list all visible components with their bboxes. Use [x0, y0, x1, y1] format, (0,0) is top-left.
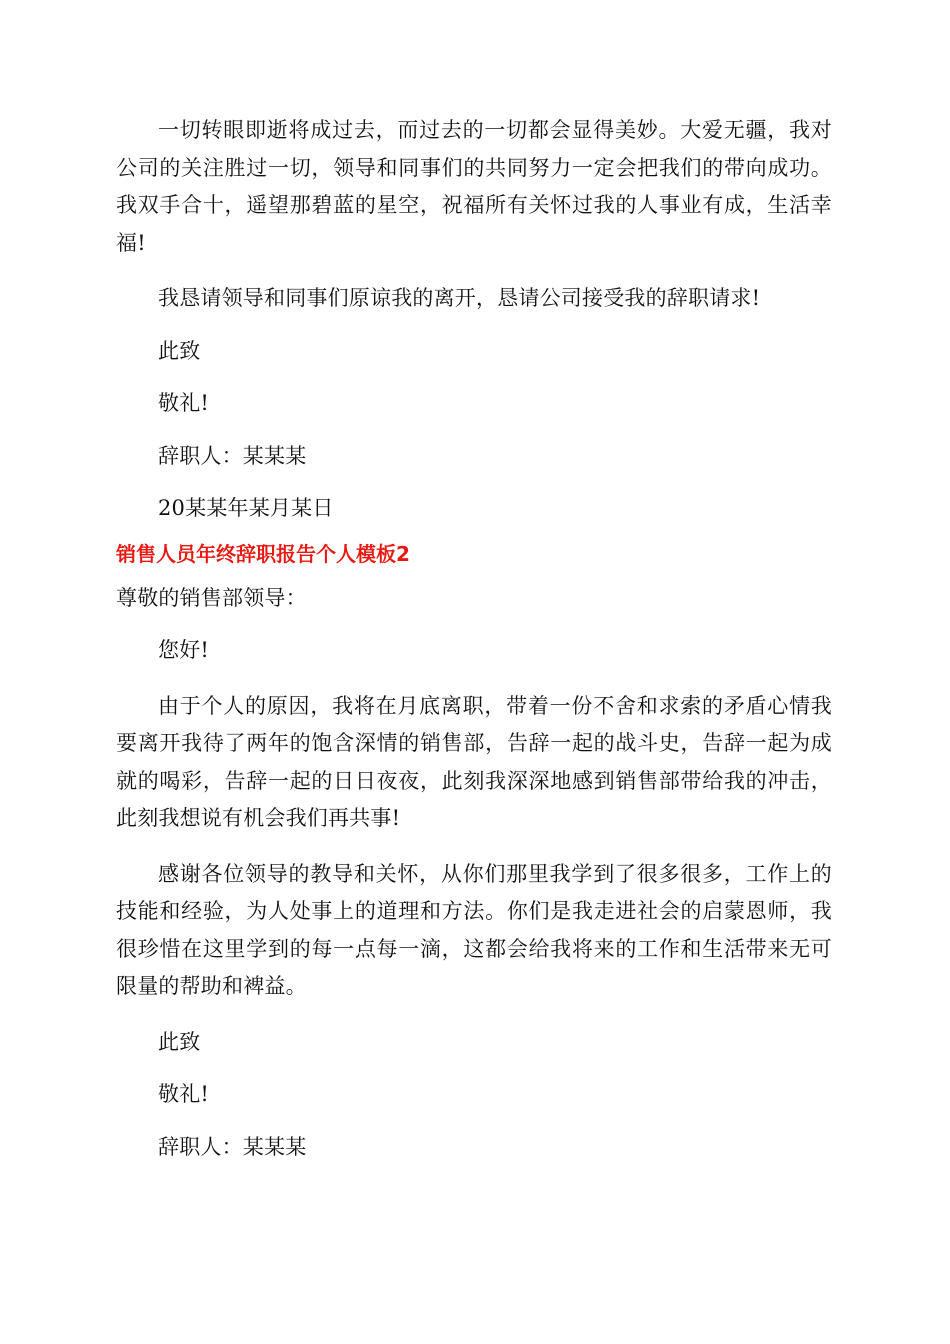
signer-line: 辞职人：某某某 [158, 443, 307, 468]
closing-paragraph: 一切转眼即逝将成过去，而过去的一切都会显得美妙。大爱无疆，我对公司的关注胜过一切，领导和同事们的共同努力一定会把我们的带向成功。我双手合十，遥望那碧蓝的星空，祝福所有关怀过我的人事业有成，生活幸福! [116, 118, 832, 255]
salutation-line-2: 敬礼! [158, 391, 210, 415]
addressee-line: 尊敬的销售部领导： [116, 585, 307, 610]
greeting-line: 您好! [158, 638, 210, 662]
body-paragraph-1: 由于个人的原因，我将在月底离职，带着一份不舍和求索的矛盾心情我要离开我待了两年的饱含深情的销售部，告辞一起的战斗史，告辞一起为成就的喝彩，告辞一起的日日夜夜，此刻我深深地感到销售部带给我的冲击，此刻我想说有机会我们再共事! [116, 693, 832, 830]
body-paragraph-2: 感谢各位领导的教导和关怀，从你们那里我学到了很多很多，工作上的技能和经验，为人处事上的道理和方法。你们是我走进社会的启蒙恩师，我很珍惜在这里学到的每一点每一滴，这都会给我将来的工作和生活带来无可限量的帮助和裨益。 [116, 861, 832, 998]
signer-line-b: 辞职人：某某某 [158, 1134, 307, 1159]
section-heading: 销售人员年终辞职报告个人模板2 [116, 541, 410, 566]
salutation-line-1-b: 此致 [158, 1029, 201, 1054]
salutation-line-1: 此致 [158, 338, 201, 363]
salutation-line-2-b: 敬礼! [158, 1082, 210, 1106]
document-page [116, 112, 832, 1166]
date-line: 20某某年某月某日 [158, 496, 334, 520]
request-paragraph: 我恳请领导和同事们原谅我的离开，恳请公司接受我的辞职请求! [158, 286, 761, 310]
